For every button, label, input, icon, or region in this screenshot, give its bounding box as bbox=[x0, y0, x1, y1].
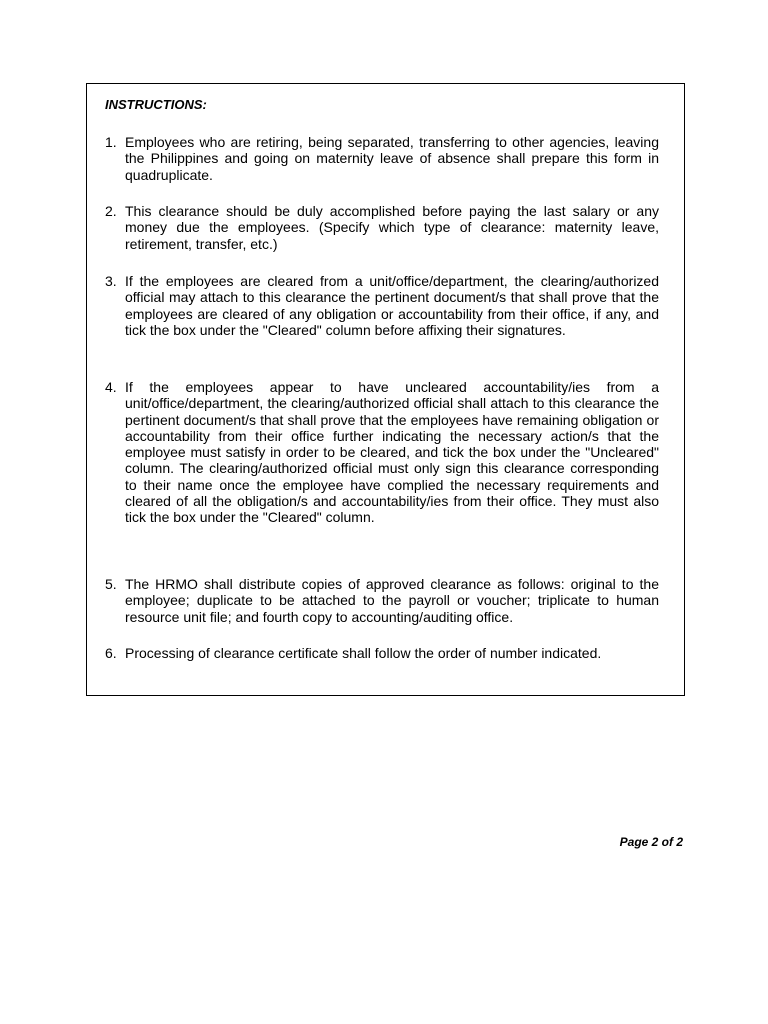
instruction-number: 1. bbox=[105, 134, 117, 150]
instruction-item-2 bbox=[105, 203, 659, 252]
instruction-item-5 bbox=[105, 576, 659, 625]
instruction-text: If the employees are cleared from a unit/office/department, the clearing/authorized official may attach to this clearance the pertinent document/s that shall prove that the employees are cleared of any obligation or accountability from their office, if any, and tick the box under the "Cleared" column before affixing their signatures. bbox=[125, 273, 659, 338]
instruction-text: Processing of clearance certificate shall follow the order of number indicated. bbox=[125, 645, 602, 661]
instructions-heading: INSTRUCTIONS: bbox=[105, 97, 207, 112]
instruction-number: 3. bbox=[105, 273, 117, 289]
instructions-box bbox=[86, 83, 685, 696]
instruction-text: If the employees appear to have uncleared accountability/ies from a unit/office/department, the clearing/authorized official shall attach to this clearance the pertinent document/s that shall prove that the employees have remaining obligation or accountability from their office further indicating the necessary action/s that the employee must satisfy in order to be cleared, and tick the box under the "Uncleared" column. The clearing/authorized official must only sign this clearance corresponding to their name once the employee have complied the necessary requirements and cleared of all the obligation/s and accountability/ies from their office. They must also tick the box under the "Cleared" column. bbox=[125, 379, 659, 526]
instruction-number: 5. bbox=[105, 576, 117, 592]
instruction-item-3 bbox=[105, 273, 659, 338]
instruction-number: 2. bbox=[105, 203, 117, 219]
instruction-text: The HRMO shall distribute copies of approved clearance as follows: original to the employee; duplicate to be attached to the payroll or voucher; triplicate to human resource unit file; and fourth copy to accounting/auditing office. bbox=[125, 576, 659, 625]
instruction-item-6 bbox=[105, 645, 659, 661]
instruction-text: Employees who are retiring, being separated, transferring to other agencies, leaving the Philippines and going on maternity leave of absence shall prepare this form in quadruplicate. bbox=[125, 134, 659, 183]
instruction-text: This clearance should be duly accomplished before paying the last salary or any money due the employees. (Specify which type of clearance: maternity leave, retirement, transfer, etc.) bbox=[125, 203, 659, 252]
page-number: Page 2 of 2 bbox=[619, 835, 683, 849]
instruction-number: 4. bbox=[105, 379, 117, 395]
instruction-item-1 bbox=[105, 134, 659, 183]
instruction-number: 6. bbox=[105, 645, 117, 661]
instruction-item-4 bbox=[105, 379, 659, 526]
